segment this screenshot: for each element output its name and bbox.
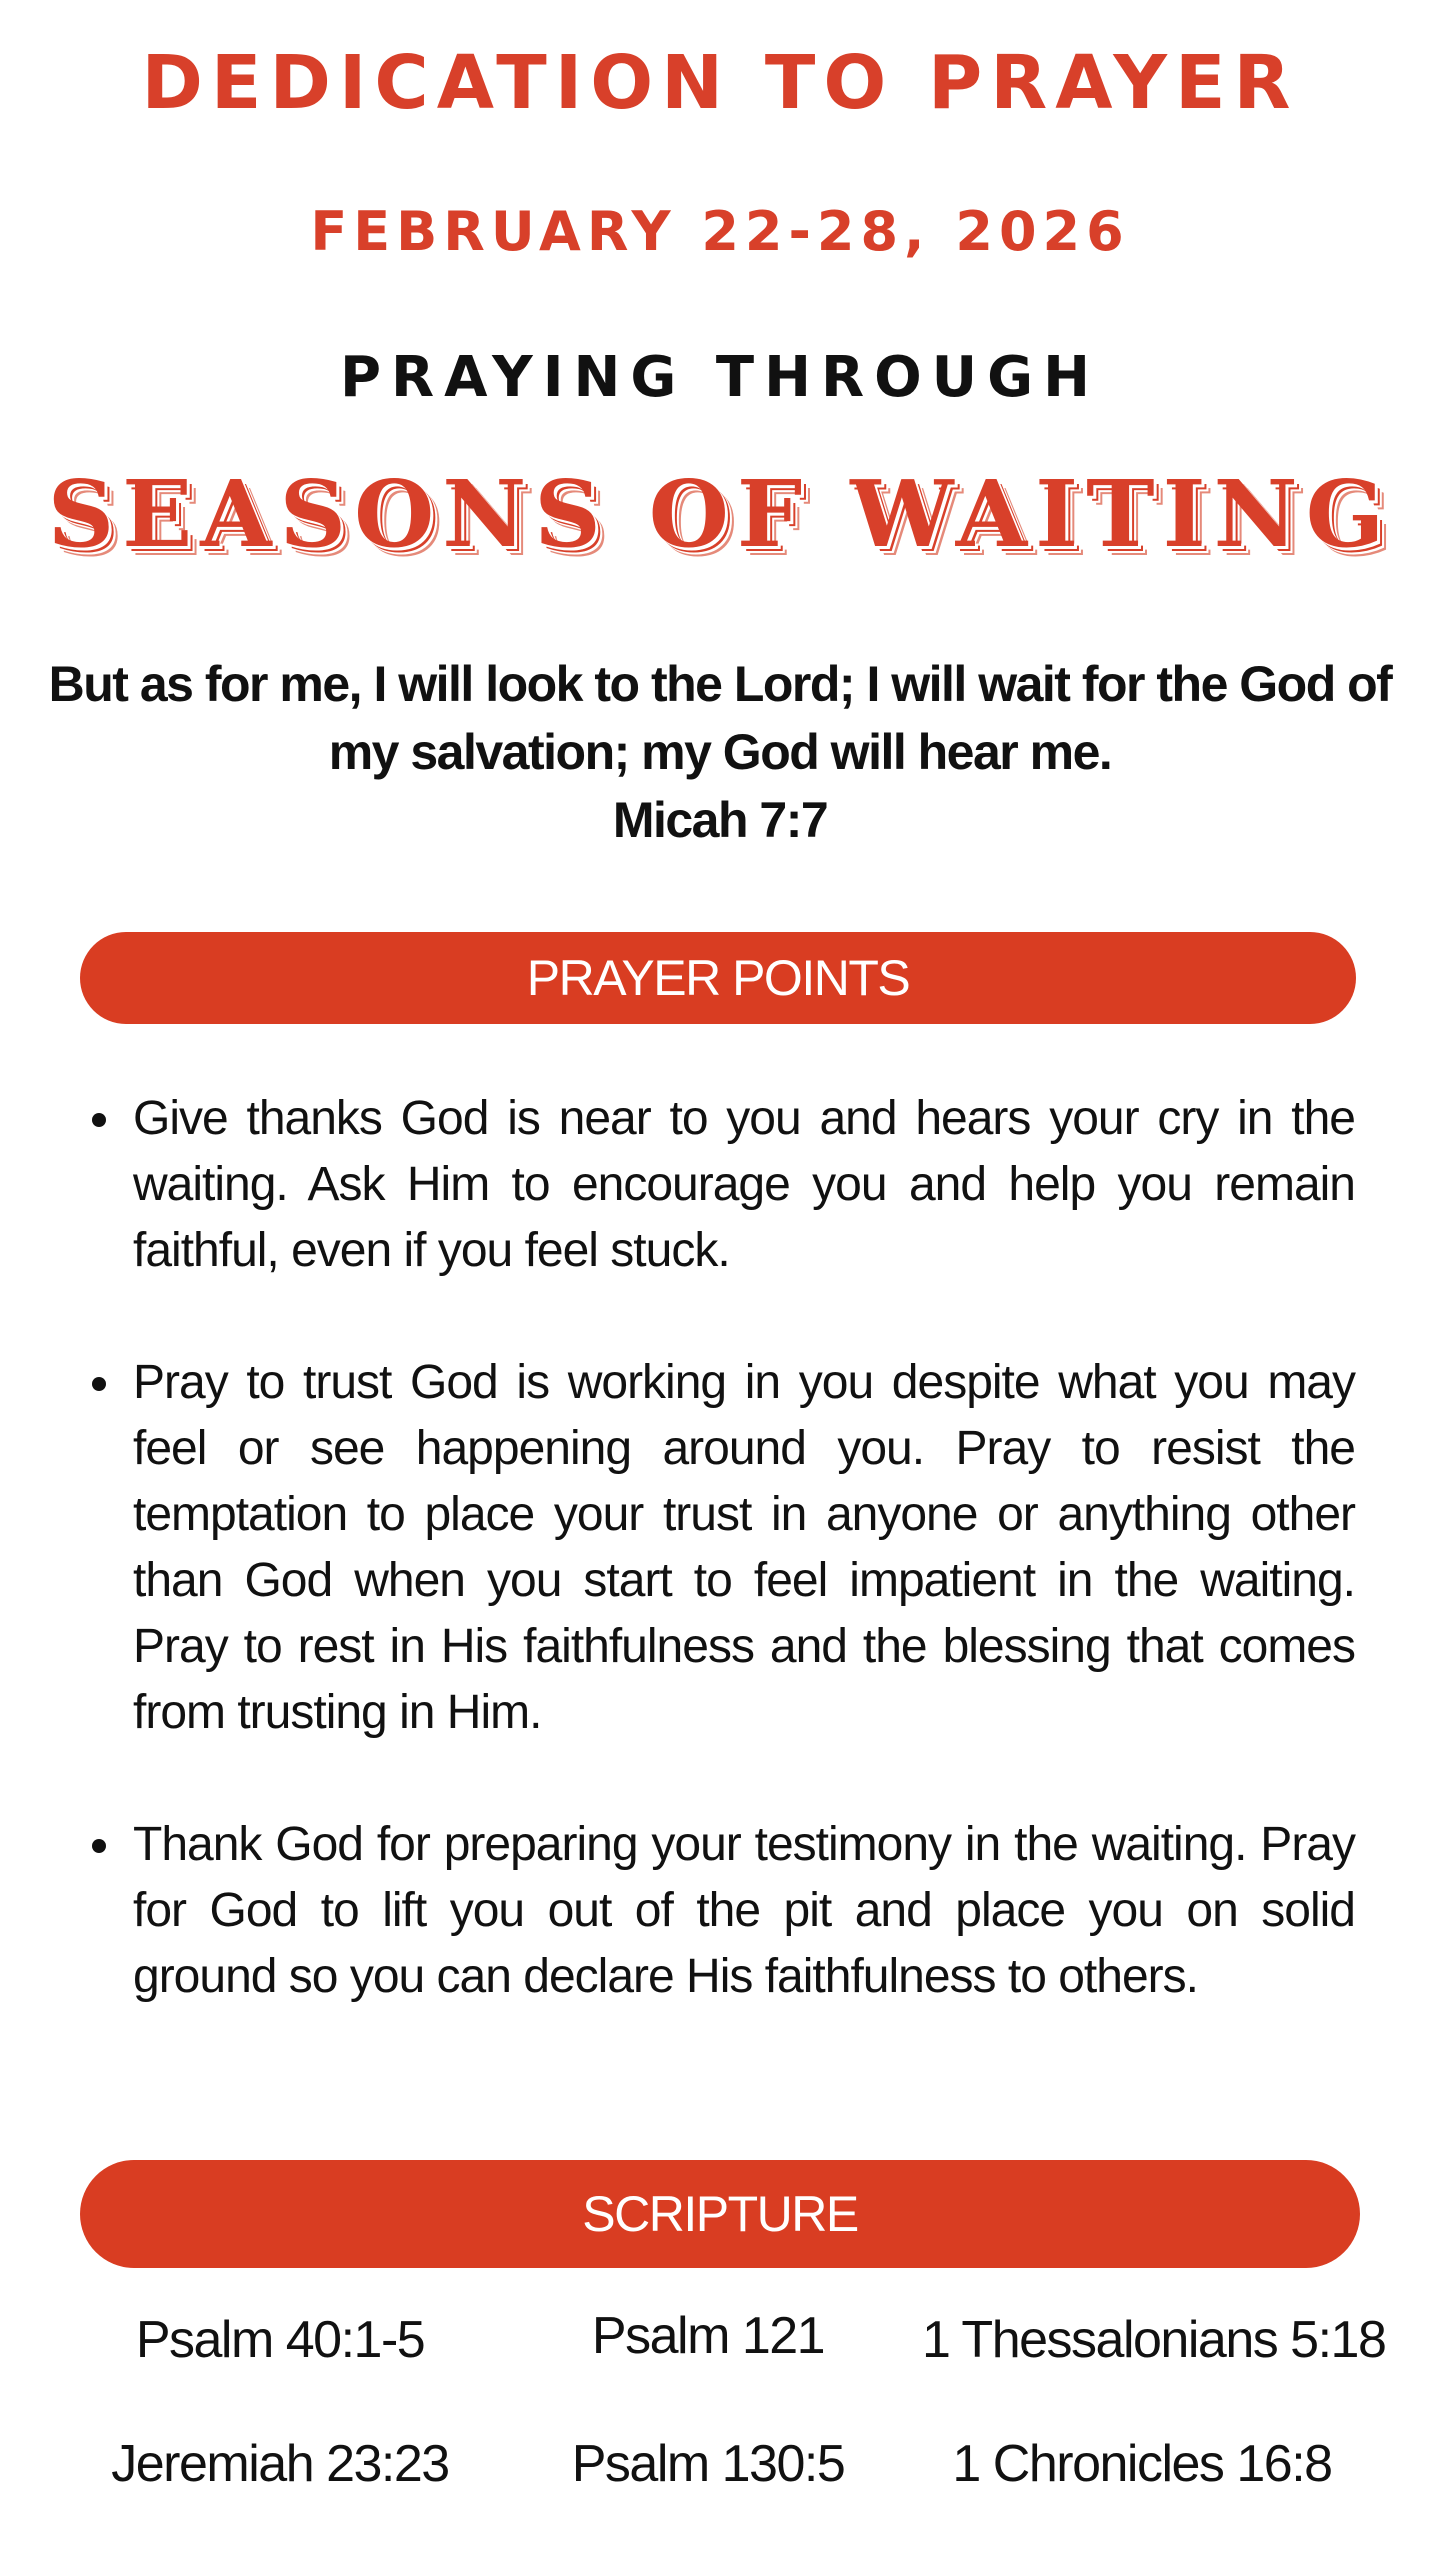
theme-heading: SEASONS OF WAITING — [47, 460, 1393, 568]
scripture-reference: Jeremiah 23:23 — [111, 2435, 449, 2493]
scripture-reference: Psalm 40:1-5 — [135, 2311, 425, 2369]
scripture-reference: Psalm 130:5 — [571, 2435, 845, 2493]
scripture-banner: SCRIPTURE — [80, 2160, 1360, 2268]
subtitle: PRAYING THROUGH — [340, 345, 1100, 410]
key-verse — [40, 650, 1400, 854]
page-title: DEDICATION TO PRAYER — [141, 40, 1299, 126]
prayer-point — [80, 1350, 1355, 1746]
prayer-points-list — [80, 1086, 1355, 2076]
prayer-point-text: Pray to trust God is working in you despite what you may feel or see happening around you. Pray to resist the temptation to place your trust in anyone or anything other than God when you start to feel impatient in the waiting. Pray to rest in His faithfulness and the blessing that comes from trusting in Him. — [133, 1356, 1355, 1739]
scripture-reference: 1 Chronicles 16:8 — [952, 2435, 1332, 2493]
scripture-reference: 1 Thessalonians 5:18 — [922, 2311, 1386, 2369]
verse-text: But as for me, I will look to the Lord; I will wait for the God of my salvation; my God will hear me. — [48, 656, 1392, 780]
prayer-point-text: Thank God for preparing your testimony in the waiting. Pray for God to lift you out of the pit and place you on solid ground so you can declare His faithfulness to others. — [133, 1818, 1355, 2003]
verse-reference: Micah 7:7 — [612, 792, 828, 848]
prayer-point — [80, 1086, 1355, 1284]
prayer-point — [80, 1812, 1355, 2010]
bullet-icon — [92, 1839, 106, 1853]
bullet-icon — [92, 1113, 106, 1127]
prayer-point-text: Give thanks God is near to you and hears your cry in the waiting. Ask Him to encourage you and help you remain faithful, even if you feel stuck. — [133, 1092, 1355, 1277]
bullet-icon — [92, 1377, 106, 1391]
scripture-reference: Psalm 121 — [591, 2307, 825, 2365]
date-range: FEBRUARY 22-28, 2026 — [310, 200, 1130, 263]
prayer-points-banner: PRAYER POINTS — [80, 932, 1356, 1024]
